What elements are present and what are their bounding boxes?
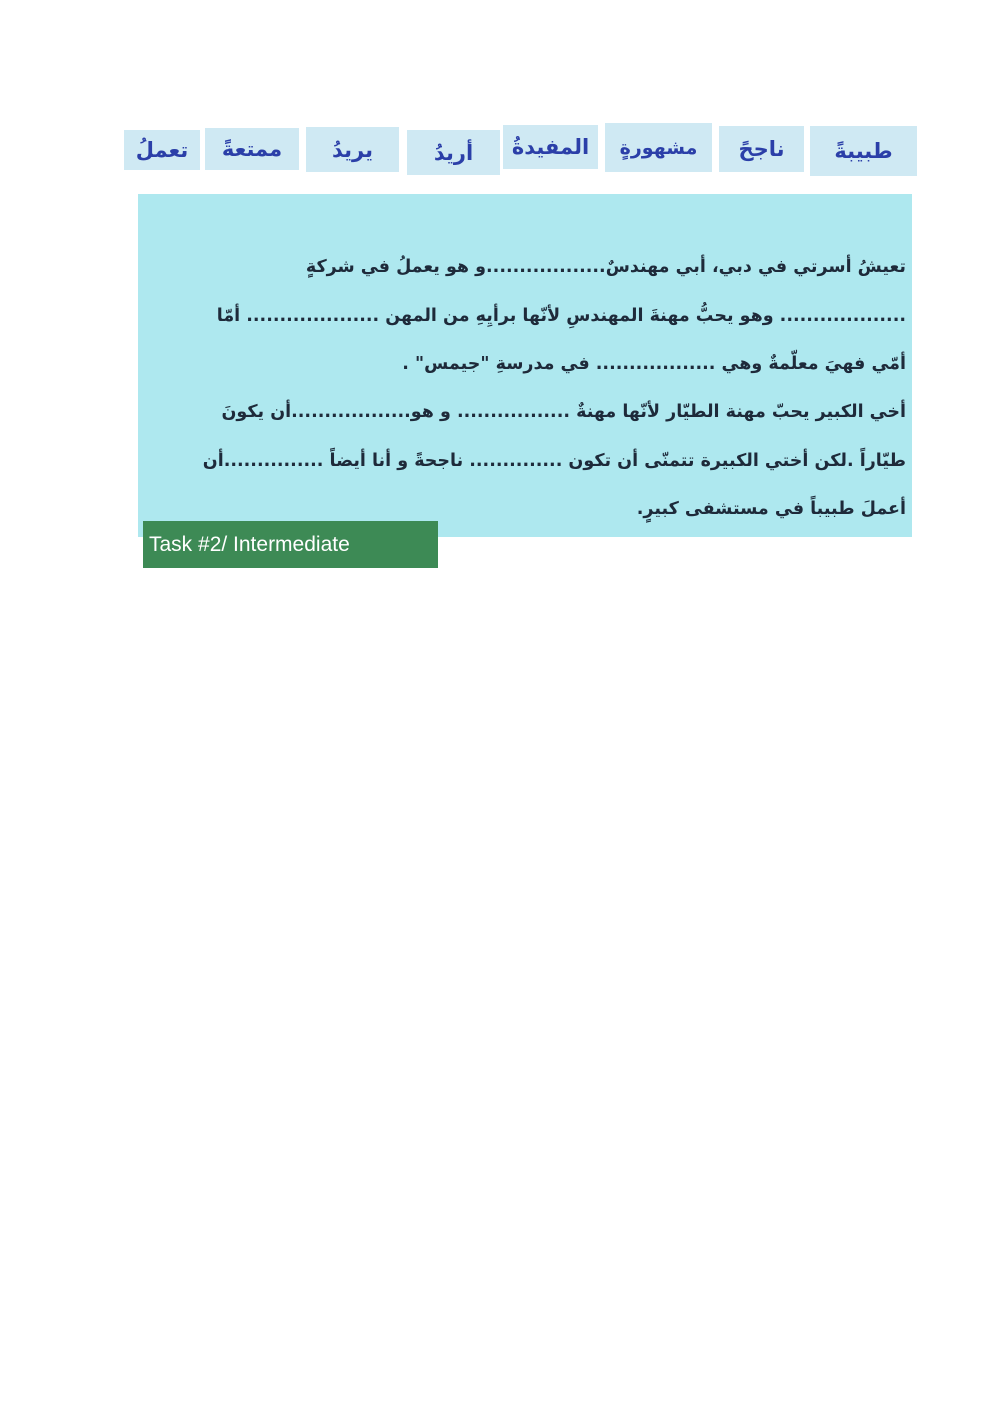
passage-line-1: تعيشُ أسرتي في دبي، أبي مهندسٌ..................و هو يعملُ في شركةٍ xyxy=(305,257,906,277)
word-chip-mashhura[interactable]: مشهورةٍ xyxy=(605,123,712,172)
word-chip-mumtia[interactable]: ممتعةً xyxy=(205,128,299,170)
word-chip-tabiba[interactable]: طبيبةً xyxy=(810,126,917,176)
task-level-banner: Task #2/ Intermediate xyxy=(143,521,438,568)
word-chip-najih[interactable]: ناجحً xyxy=(719,126,804,172)
passage-box xyxy=(138,194,912,537)
word-chip-taamal[interactable]: تعملُ xyxy=(124,130,200,170)
passage-line-2: ................... وهو يحبُّ مهنةَ المهندسِ لأنّها برأيِهِ من المهن .................... أمّا xyxy=(216,306,906,326)
word-chip-almufida[interactable]: المفيدةُ xyxy=(503,125,598,169)
word-chip-yuridu[interactable]: يريدُ xyxy=(306,127,399,172)
passage-line-6: أعملَ طبيباً في مستشفى كبيرٍ. xyxy=(636,499,906,519)
passage-line-5: طيّاراً .لكن أختي الكبيرة تتمنّى أن تكون .............. ناجحةً و أنا أيضاً ...............أن xyxy=(202,451,906,471)
passage-line-4: أخي الكبير يحبّ مهنة الطيّار لأنّها مهنةٌ ................. و هو..................أن يكونَ xyxy=(221,402,906,422)
word-chip-uridu[interactable]: أريدُ xyxy=(407,130,500,175)
passage-line-3: أمّي فهيَ معلّمةٌ وهي .................. في مدرسةِ "جيمس" . xyxy=(402,354,906,374)
